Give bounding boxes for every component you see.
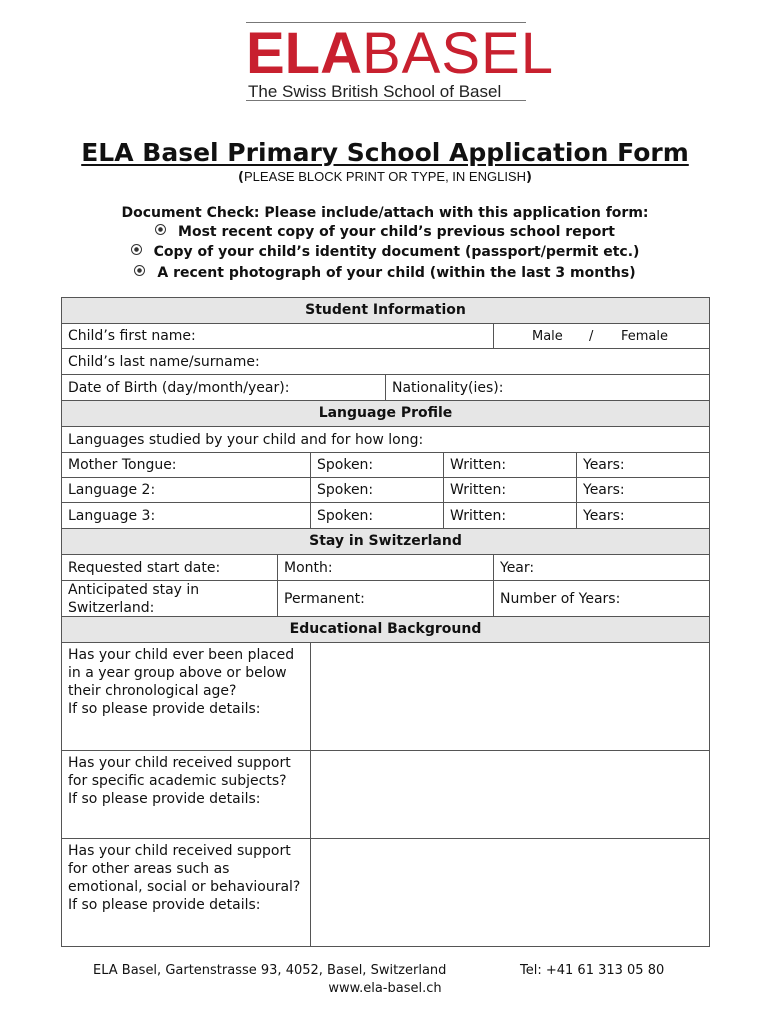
start-year-field[interactable]: Year: (493, 554, 710, 581)
bullet-icon (155, 224, 166, 235)
academic-support-details-field[interactable] (310, 750, 710, 839)
language-2-field[interactable]: Language 2: (61, 477, 311, 503)
subtitle: (PLEASE BLOCK PRINT OR TYPE, IN ENGLISH) (238, 169, 532, 185)
written-field[interactable]: Written: (443, 502, 577, 529)
other-support-details-field[interactable] (310, 838, 710, 947)
dob-field[interactable]: Date of Birth (day/month/year): (61, 374, 386, 401)
start-date-label: Requested start date: (61, 554, 278, 581)
number-of-years-field[interactable]: Number of Years: (493, 580, 710, 617)
languages-intro: Languages studied by your child and for how long: (61, 426, 710, 453)
language-profile-header: Language Profile (61, 400, 710, 427)
mother-tongue-field[interactable]: Mother Tongue: (61, 452, 311, 478)
student-info-header: Student Information (61, 297, 710, 324)
spoken-field[interactable]: Spoken: (310, 477, 444, 503)
stay-header: Stay in Switzerland (61, 528, 710, 555)
logo-basel: BASEL (362, 21, 554, 86)
logo-tagline: The Swiss British School of Basel (248, 82, 502, 101)
gender-male[interactable]: Male (532, 329, 563, 344)
bullet-icon (134, 265, 145, 276)
education-header: Educational Background (61, 616, 710, 643)
document-check-item: A recent photograph of your child (within the last 3 months) (0, 265, 770, 281)
logo-ela: ELA (246, 21, 362, 86)
bullet-icon (131, 244, 142, 255)
school-logo (246, 21, 554, 110)
document-check-heading: Document Check: Please include/attach with this application form: (121, 205, 649, 221)
years-field[interactable]: Years: (576, 477, 710, 503)
footer-website[interactable]: www.ela-basel.ch (328, 981, 442, 996)
document-check-item: Copy of your child’s identity document (passport/permit etc.) (0, 244, 770, 260)
spoken-field[interactable]: Spoken: (310, 502, 444, 529)
question-academic-support: Has your child received support for specific academic subjects? If so please provide details: (61, 750, 311, 839)
gender-field[interactable] (493, 323, 710, 349)
spoken-field[interactable]: Spoken: (310, 452, 444, 478)
language-3-field[interactable]: Language 3: (61, 502, 311, 529)
years-field[interactable]: Years: (576, 452, 710, 478)
document-check-item: Most recent copy of your child’s previous school report (0, 224, 770, 240)
year-group-details-field[interactable] (310, 642, 710, 751)
anticipated-stay-label: Anticipated stay in Switzerland: (61, 580, 278, 617)
question-other-support: Has your child received support for other areas such as emotional, social or behavioural? If so please provide details: (61, 838, 311, 947)
years-field[interactable]: Years: (576, 502, 710, 529)
start-month-field[interactable]: Month: (277, 554, 494, 581)
footer-address: ELA Basel, Gartenstrasse 93, 4052, Basel, Switzerland (93, 963, 447, 978)
written-field[interactable]: Written: (443, 477, 577, 503)
nationality-field[interactable]: Nationality(ies): (385, 374, 710, 401)
question-year-group: Has your child ever been placed in a year group above or below their chronological age? If so please provide details: (61, 642, 311, 751)
gender-female[interactable]: Female (621, 329, 669, 344)
first-name-field[interactable]: Child’s first name: (61, 323, 494, 349)
gender-slash: / (589, 329, 594, 344)
written-field[interactable]: Written: (443, 452, 577, 478)
page-title: ELA Basel Primary School Application Form (81, 138, 689, 167)
footer-tel: Tel: +41 61 313 05 80 (520, 963, 665, 978)
last-name-field[interactable]: Child’s last name/surname: (61, 348, 710, 375)
permanent-field[interactable]: Permanent: (277, 580, 494, 617)
